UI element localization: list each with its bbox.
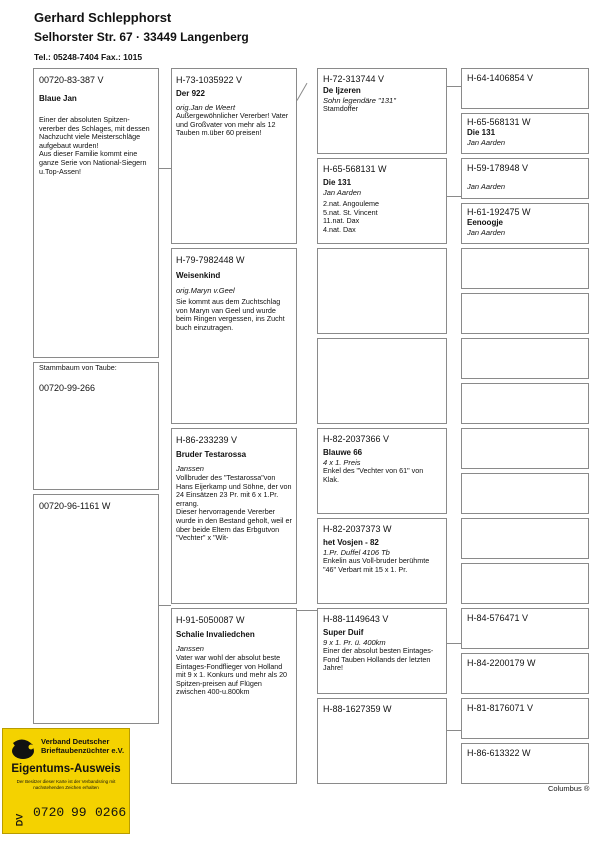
g3-b-box [317, 158, 447, 244]
dam2-text: Vater war wohl der absolut beste Eintages-Fondflieger von Holland mit 9 x 1. Konkurs und mehr als 20 Spitzen-preisen auf Flügen zwischen 400-u.800km [176, 653, 288, 697]
sire-origin: orig.Jan de Weert [176, 103, 236, 112]
stammbaum-label: Stammbaum von Taube: [39, 363, 117, 372]
connector [447, 730, 461, 731]
g3-f-ring: H-88-1627359 W [323, 704, 392, 714]
owner-address: Selhorster Str. 67 · 33449 Langenberg [34, 30, 249, 44]
g3-e-text: Einer der absolut besten Eintages-Fond Tauben Hollands der letzten Jahre! [323, 646, 434, 673]
subject-text: Einer der absoluten Spitzen-vererber des Schlages, mit dessen Nachzucht viele Meisterschläge aufgebaut wurden! Aus dieser Familie kommt eine ganze Serie von National-Siegern u.Top-Assen! [39, 115, 150, 176]
badge-number-2: 99 [71, 805, 87, 820]
g4-b-name: Die 131 [467, 128, 496, 137]
dam2-ring: H-91-5050087 W [176, 615, 245, 625]
g4-g-ring: H-81-8176071 V [467, 703, 534, 713]
pigeon-logo-icon [9, 737, 37, 766]
dam-ring: H-79-7982448 W [176, 255, 245, 265]
g3-f-box [317, 698, 447, 784]
g3-c-ring: H-82-2037366 V [323, 434, 390, 444]
g3-e-box [317, 608, 447, 694]
g4-empty-box [461, 338, 589, 379]
badge-dv: DV [14, 813, 25, 827]
g3-empty-box [317, 248, 447, 334]
g3-a-ring: H-72-313744 V [323, 74, 385, 84]
g4-e-box [461, 608, 589, 649]
g3-a-text: Stamdoffer [323, 104, 359, 113]
dam-origin: orig.Maryn v.Geel [176, 286, 235, 295]
g3-d-box [317, 518, 447, 604]
g4-c-box [461, 158, 589, 199]
g4-d-box [461, 203, 589, 244]
badge-title: Eigentums-Ausweis [11, 763, 121, 775]
g3-c-text: Enkel des "Vechter von 61" von Klak. [323, 466, 424, 484]
sire2-name: Bruder Testarossa [176, 450, 247, 459]
g3-d-name: het Vosjen - 82 [323, 538, 379, 547]
subject-ring: 00720-83-387 V [39, 75, 104, 85]
stammbaum-box [33, 362, 159, 490]
g3-empty-box [317, 338, 447, 424]
g4-d-origin: Jan Aarden [467, 228, 506, 237]
g4-b-box [461, 113, 589, 154]
ownership-card [2, 728, 130, 834]
badge-org: Verband Deutscher Brieftaubenzüchter e.V. [41, 737, 125, 755]
dam-box [171, 248, 297, 424]
g4-empty-box [461, 293, 589, 334]
g3-b-name: Die 131 [323, 178, 352, 187]
badge-subtext: Der Besitzer dieser Karte ist der Verbandsring mit nachstehenden Zeichen erhalten [16, 779, 116, 790]
g3-e-origin: 9 x 1. Pr. ü. 400km [323, 638, 386, 647]
g4-empty-box [461, 383, 589, 424]
connector [159, 605, 171, 606]
sire2-text: Vollbruder des "Testarossa"von Hans Eijerkamp und Söhne, der von 24 Einsätzen 23 Pr. mit 6 x 1.Pr. errang. Dieser hervorragende Vererber wurde in den Bestand geholt, weil er über beide Eltern das Erbgutvon "Vechter" x "Wit- [176, 473, 292, 543]
sibling-box [33, 494, 159, 724]
connector [159, 168, 171, 169]
g3-d-ring: H-82-2037373 W [323, 524, 392, 534]
sire2-origin: Janssen [176, 464, 204, 473]
connector [297, 610, 317, 611]
g4-g-box [461, 698, 589, 739]
sibling-ring-1: 00720-99-266 [39, 382, 96, 393]
g4-b-ring: H-65-568131 W [467, 117, 531, 127]
g4-f-ring: H-84-2200179 W [467, 658, 536, 668]
sire2-ring: H-86-233239 V [176, 435, 238, 445]
g4-h-ring: H-86-613322 W [467, 748, 531, 758]
g3-a-origin: Sohn legendäre "131" [323, 96, 396, 105]
sire-text: Außergewöhnlicher Vererber! Vater und Großvater von mehr als 12 Tauben m.über 60 preisen! [176, 111, 289, 138]
dam2-box [171, 608, 297, 784]
g4-d-name: Eenoogje [467, 218, 504, 227]
g4-empty-box [461, 248, 589, 289]
sire-box [171, 68, 297, 244]
owner-phone: Tel.: 05248-7404 Fax.: 1015 [34, 52, 143, 62]
g3-d-text: Enkelin aus Voll-bruder berühmte "46" Verbart mit 15 x 1. Pr. [323, 556, 430, 574]
g3-b-ring: H-65-568131 W [323, 164, 387, 174]
g4-d-ring: H-61-192475 W [467, 207, 531, 217]
g4-empty-box [461, 428, 589, 469]
g4-b-origin: Jan Aarden [467, 138, 506, 147]
g3-c-origin: 4 x 1. Preis [323, 458, 361, 467]
g3-e-ring: H-88-1149643 V [323, 614, 389, 624]
g4-empty-box [461, 563, 589, 604]
g4-c-origin: Jan Aarden [467, 182, 506, 191]
dam-name: Weisenkind [176, 271, 221, 280]
g3-b-text: 2.nat. Angouleme 5.nat. St. Vincent 11.nat. Dax 4.nat. Dax [323, 199, 379, 234]
g3-a-name: De Ijzeren [323, 86, 361, 95]
g4-c-ring: H-59-178948 V [467, 163, 529, 173]
g3-e-name: Super Duif [323, 628, 364, 637]
sibling-ring-2: 00720-96-1161 W [39, 501, 111, 511]
brand-label: Columbus ® [548, 784, 590, 793]
g4-empty-box [461, 473, 589, 514]
g4-a-box [461, 68, 589, 109]
g3-d-origin: 1.Pr. Duffel 4106 Tb [323, 548, 390, 557]
badge-number-3: 0266 [95, 805, 127, 820]
connector [447, 86, 461, 87]
badge-number-1: 0720 [33, 805, 65, 820]
connector [297, 83, 308, 101]
connector [447, 643, 461, 644]
sire-name: Der 922 [176, 89, 205, 98]
owner-name: Gerhard Schlepphorst [34, 10, 172, 25]
dam-text: Sie kommt aus dem Zuchtschlag von Maryn van Geel und wurde beim Ringen vergessen, ins Zucht buch einzutragen. [176, 297, 285, 332]
subject-box [33, 68, 159, 358]
g4-e-ring: H-84-576471 V [467, 613, 529, 623]
g3-b-origin: Jan Aarden [323, 188, 362, 197]
g4-empty-box [461, 518, 589, 559]
connector [447, 196, 461, 197]
subject-name: Blaue Jan [39, 94, 77, 103]
g3-c-box [317, 428, 447, 514]
sire2-box [171, 428, 297, 604]
dam2-name: Schalie Invaliedchen [176, 630, 255, 639]
g4-a-ring: H-64-1406854 V [467, 73, 534, 83]
g3-a-box [317, 68, 447, 154]
dam2-origin: Janssen [176, 644, 204, 653]
g4-h-box [461, 743, 589, 784]
sire-ring: H-73-1035922 V [176, 75, 243, 85]
g4-f-box [461, 653, 589, 694]
g3-c-name: Blauwe 66 [323, 448, 363, 457]
